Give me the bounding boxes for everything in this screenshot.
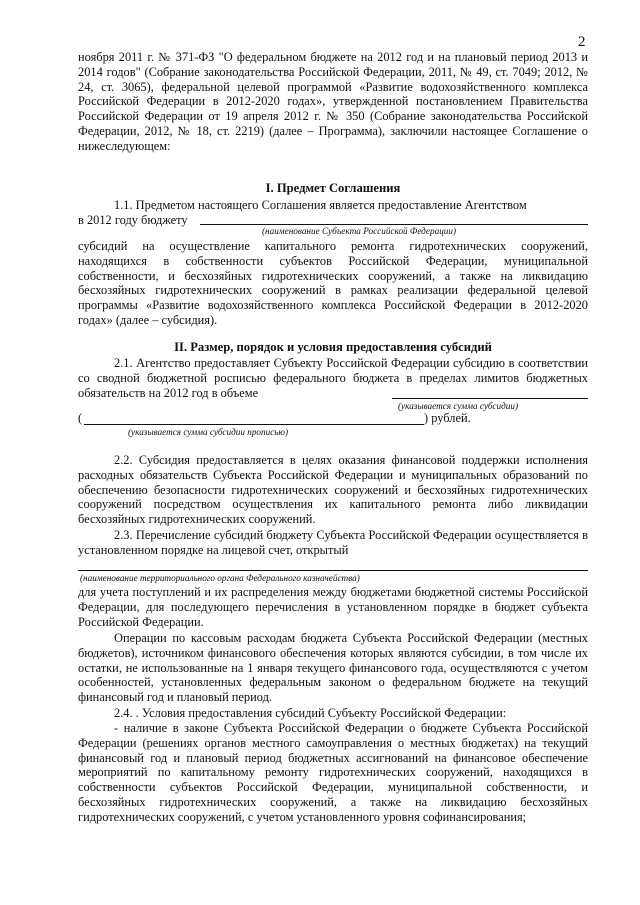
clause-2-1 [78, 356, 588, 400]
section-2-heading: II. Размер, порядок и условия предоставления субсидий [174, 340, 492, 354]
subsidy-rubles: ) рублей. [424, 411, 471, 425]
treasury-name-blank [78, 570, 588, 571]
cash-operations-text: Операции по кассовым расходам бюджета Субъекта Российской Федерации (местных бюджетов), источником финансового обеспечения которых являются субсидии, в том числе их остатки, не использованные на 1 января текущего финансового года, осуществляются с учетом особенностей, установленных федеральным законом о федеральном бюджете на текущий финансовый год и плановый период. [78, 631, 588, 705]
clause-2-4-item [78, 721, 588, 825]
page-number: 2 [578, 34, 586, 50]
cash-operations-paragraph [78, 631, 588, 705]
intro-text: ноября 2011 г. № 371-ФЗ "О федеральном бюджете на 2012 год и на плановый период 2013 и 2014 годов" (Собрание законодательства Российской Федерации, 2011, № 49, ст. 7049; 2012, № 24, ст. 3065), федеральной целевой программой «Развитие водохозяйственного комплекса Российской Федерации в 2012-2020 годах», утвержденной постановлением Правительства Российской Федерации от 19 апреля 2012 г. № 350 (Собрание законодательства Российской Федерации, 2012, № 18, ст. 2219) (далее – Программа), заключили настоящее Соглашение о нижеследующем: [78, 50, 588, 153]
intro-paragraph [78, 50, 588, 154]
treasury-name-caption: (наименование территориального органа Федерального казначейства) [80, 573, 360, 583]
clause-2-4 [78, 706, 588, 721]
clause-2-3-text: 2.3. Перечисление субсидий бюджету Субъекта Российской Федерации осуществляется в установленном порядке на лицевой счет, открытый [78, 528, 588, 557]
subject-name-blank [200, 224, 588, 225]
clause-2-2-text: 2.2. Субсидия предоставляется в целях оказания финансовой поддержки исполнения расходных обязательств Субъекта Российской Федерации и муниципальных образований по обеспечению безопасности гидротехнических сооружений и бесхозяйных гидротехнических сооружений посредством осуществления их капитального ремонта либо ликвидации бесхозяйных гидротехнических сооружений. [78, 453, 588, 527]
subsidy-words-caption: (указывается сумма субсидии прописью) [128, 427, 289, 437]
clause-2-3-body-text: для учета поступлений и их распределения между бюджетами бюджетной системы Российской Федерации, для последующего перечисления в установленном порядке в бюджет субъекта Российской Федерации. [78, 585, 588, 629]
subject-name-caption: (наименование Субъекта Российской Федерации) [262, 226, 457, 236]
subsidy-words-blank [84, 424, 424, 425]
subsidy-amount-blank [392, 398, 588, 399]
clause-2-3 [78, 528, 588, 558]
clause-2-2 [78, 453, 588, 527]
clause-1-1-body-text: субсидий на осуществление капитального ремонта гидротехнических сооружений, находящихся в собственности субъектов Российской Федерации, муниципальной собственности, и бесхозяйных гидротехнических сооружений, а также на ликвидацию бесхозяйных гидротехнических сооружений в рамках реализации федеральной целевой программы «Развитие водохозяйственного комплекса Российской Федерации в 2012-2020 годах» (далее – субсидия). [78, 239, 588, 327]
clause-1-1-line2: в 2012 году бюджету [78, 213, 188, 227]
subsidy-words-open: ( [78, 411, 83, 425]
section-1-heading: I. Предмет Соглашения [265, 181, 401, 195]
clause-2-3-body [78, 585, 588, 629]
clause-2-1-text: 2.1. Агентство предоставляет Субъекту Российской Федерации субсидию в соответствии со сводной бюджетной росписью федерального бюджета в пределах лимитов бюджетных обязательств на 2012 год в объеме [78, 356, 588, 400]
clause-2-4-item-text: - наличие в законе Субъекта Российской Федерации о бюджете Субъекта Российской Федерации (решениях органов местного самоуправления о местных бюджетах) на текущий финансовый год и плановый период бюджетных ассигнований на финансовое обеспечение мероприятий по капитальному ремонту гидротехнических сооружений, находящихся в собственности субъектов Российской Федерации, муниципальной собственности, и бесхозяйных гидротехнических сооружений, а также на ликвидацию бесхозяйных гидротехнических сооружений, с учетом установленного уровня софинансирования; [78, 721, 588, 824]
clause-1-1-line1 [78, 198, 588, 213]
clause-1-1-text: 1.1. Предметом настоящего Соглашения является предоставление Агентством [114, 198, 527, 212]
clause-2-4-text: 2.4. . Условия предоставления субсидий Субъекту Российской Федерации: [114, 706, 507, 720]
clause-1-1-body [78, 239, 588, 328]
subsidy-amount-caption: (указывается сумма субсидии) [398, 401, 519, 411]
